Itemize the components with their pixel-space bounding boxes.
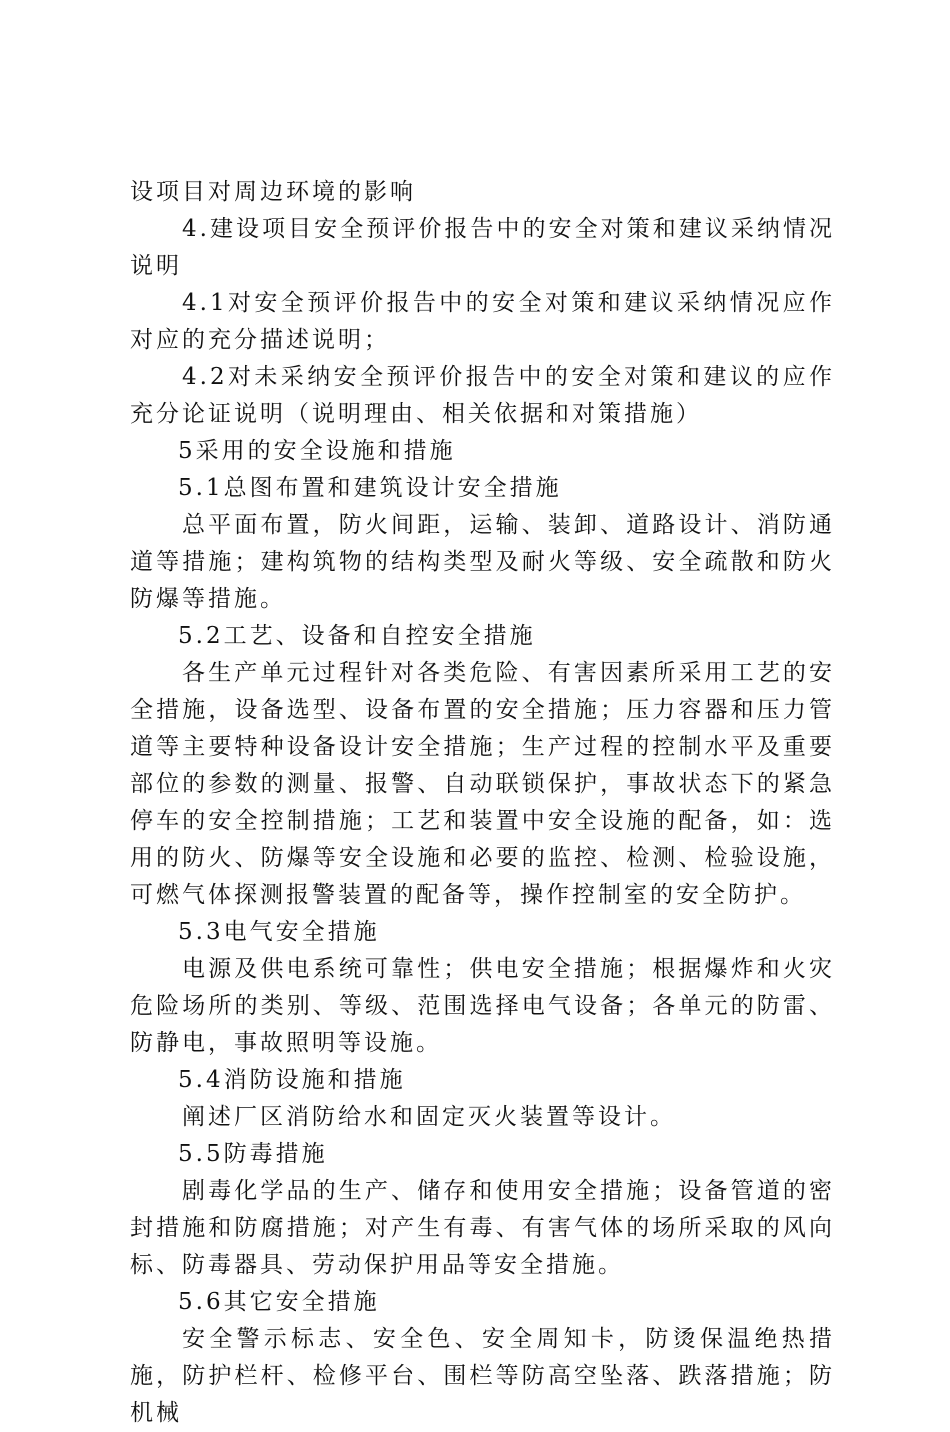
paragraph-5-6: 安全警示标志、安全色、安全周知卡，防烫保温绝热措施，防护栏杆、检修平台、围栏等防高空坠落、跌落措施；防机械 xyxy=(130,1326,835,1426)
subsection-4-1: 4.1对安全预评价报告中的安全对策和建议采纳情况应作对应的充分描述说明； xyxy=(130,290,835,353)
section-heading-5: 5采用的安全设施和措施 xyxy=(178,438,456,464)
subsection-heading-5-5: 5.5防毒措施 xyxy=(178,1141,328,1167)
subsection-4-2: 4.2对未采纳安全预评价报告中的安全对策和建议的应作充分论证说明（说明理由、相关依据和对策措施） xyxy=(130,364,835,427)
paragraph-5-2: 各生产单元过程针对各类危险、有害因素所采用工艺的安全措施，设备选型、设备布置的安全措施；压力容器和压力管道等主要特种设备设计安全措施；生产过程的控制水平及重要部位的参数的测量、报警、自动联锁保护，事故状态下的紧急停车的安全控制措施；工艺和装置中安全设施的配备，如：选用的防火、防爆等安全设施和必要的监控、检测、检验设施，可燃气体探测报警装置的配备等，操作控制室的安全防护。 xyxy=(130,660,835,908)
subsection-heading-5-2: 5.2工艺、设备和自控安全措施 xyxy=(178,623,536,649)
subsection-heading-5-1: 5.1总图布置和建筑设计安全措施 xyxy=(178,475,562,501)
section-heading-4: 4.建设项目安全预评价报告中的安全对策和建议采纳情况说明 xyxy=(130,216,835,279)
paragraph-continuation: 设项目对周边环境的影响 xyxy=(130,179,416,205)
paragraph-5-3: 电源及供电系统可靠性；供电安全措施；根据爆炸和火灾危险场所的类别、等级、范围选择电气设备；各单元的防雷、防静电，事故照明等设施。 xyxy=(130,956,835,1056)
paragraph-5-1: 总平面布置，防火间距，运输、装卸、道路设计、消防通道等措施；建构筑物的结构类型及耐火等级、安全疏散和防火防爆等措施。 xyxy=(130,512,835,612)
subsection-heading-5-3: 5.3电气安全措施 xyxy=(178,919,380,945)
subsection-heading-5-4: 5.4消防设施和措施 xyxy=(178,1067,406,1093)
document-body xyxy=(130,174,835,1432)
paragraph-5-4: 阐述厂区消防给水和固定灭火装置等设计。 xyxy=(182,1104,676,1130)
paragraph-5-5: 剧毒化学品的生产、储存和使用安全措施；设备管道的密封措施和防腐措施；对产生有毒、有害气体的场所采取的风向标、防毒器具、劳动保护用品等安全措施。 xyxy=(130,1178,835,1278)
subsection-heading-5-6: 5.6其它安全措施 xyxy=(178,1289,380,1315)
